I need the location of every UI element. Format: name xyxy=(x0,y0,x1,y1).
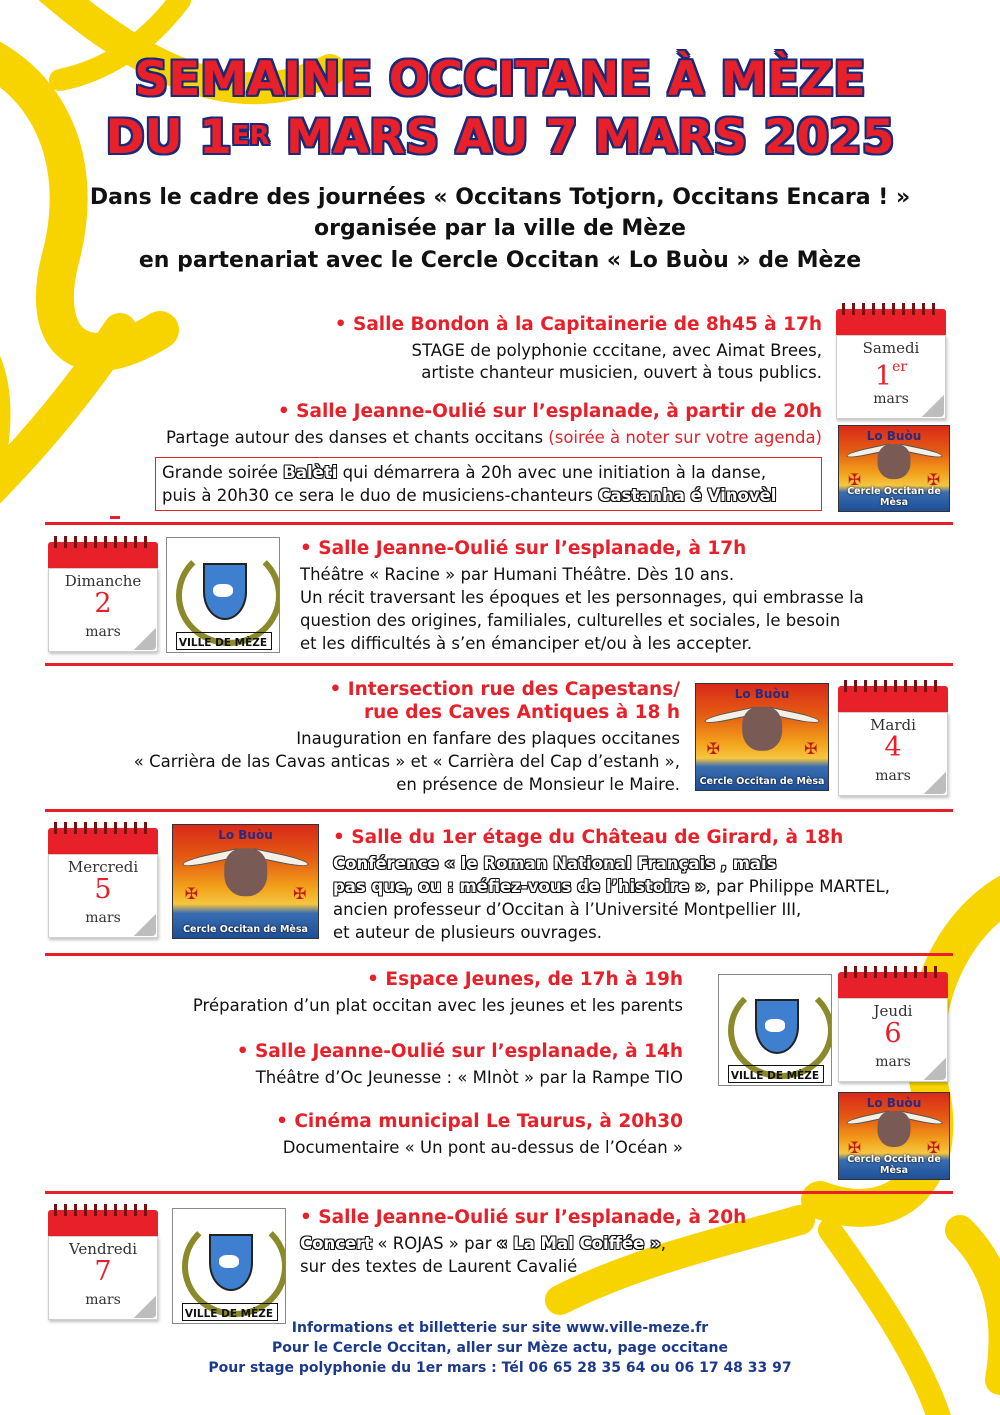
lo-buou-logo: Lo Buòu ✠ ✠ Cercle Occitan de Mèsa xyxy=(838,1092,950,1180)
ville-de-meze-logo: VILLE DE MÈZE xyxy=(166,537,280,653)
event-text: sur des textes de Laurent Cavalié xyxy=(300,1257,578,1276)
event-text: et auteur de plusieurs ouvrages. xyxy=(333,923,603,942)
calendar-day: Vendredi xyxy=(68,1240,138,1258)
calendar-date: 6 xyxy=(884,1018,902,1049)
ville-de-meze-logo: VILLE DE MÈZE xyxy=(172,1208,286,1324)
calendar-month: mars xyxy=(85,910,121,926)
lo-buou-logo: Lo Buòu ✠ ✠ Cercle Occitan de Mèsa xyxy=(838,425,950,512)
section-divider xyxy=(45,522,953,525)
title-line-2: DU 1ER MARS AU 7 MARS 2025 xyxy=(105,110,895,165)
event-location: • Espace Jeunes, de 17h à 19h xyxy=(367,969,683,990)
calendar-icon xyxy=(838,966,948,1082)
calendar-date: 2 xyxy=(94,588,112,619)
lo-buou-logo: Lo Buòu ✠ ✠ Cercle Occitan de Mèsa xyxy=(695,683,829,791)
intro-line-1: Dans le cadre des journées « Occitans Totjorn, Occitans Encara ! » xyxy=(89,185,911,210)
calendar-month: mars xyxy=(85,624,121,640)
event-text: en présence de Monsieur le Maire. xyxy=(396,775,680,794)
event-text: Théâtre d’Oc Jeunesse : « MInòt » par la Rampe TIO xyxy=(255,1068,683,1087)
event-location: • Salle Jeanne-Oulié sur l’esplanade, à partir de 20h xyxy=(277,401,822,422)
calendar-icon xyxy=(48,822,158,938)
calendar-icon xyxy=(48,536,158,652)
section-divider xyxy=(45,663,953,666)
calendar-icon xyxy=(48,1204,158,1320)
event-text: Préparation d’un plat occitan avec les jeunes et les parents xyxy=(192,996,683,1015)
divider-tick xyxy=(110,516,120,519)
event-location: • Salle du 1er étage du Château de Girard, à 18h xyxy=(333,827,844,848)
event-text: Un récit traversant les époques et les personnages, qui embrasse la xyxy=(300,588,864,607)
calendar-icon xyxy=(836,303,946,419)
event-location: • Salle Jeanne-Oulié sur l’esplanade, à 17h xyxy=(300,538,747,559)
calendar-date: 5 xyxy=(94,874,112,905)
event-location: • Cinéma municipal Le Taurus, à 20h30 xyxy=(276,1111,683,1132)
event-text: « Carrièra de las Cavas anticas » et « Carrièra del Cap d’estanh », xyxy=(133,752,680,771)
calendar-month: mars xyxy=(873,391,909,407)
calendar-icon xyxy=(838,680,948,796)
calendar-day: Dimanche xyxy=(64,572,142,590)
section-divider xyxy=(45,953,953,956)
footer-info: Pour le Cercle Occitan, aller sur Mèze actu, page occitane xyxy=(272,1340,728,1356)
lo-buou-logo: Lo Buòu ✠ ✠ Cercle Occitan de Mèsa xyxy=(172,824,319,939)
calendar-month: mars xyxy=(85,1292,121,1308)
event-text: artiste chanteur musicien, ouvert à tous publics. xyxy=(421,363,822,382)
calendar-date: 1er xyxy=(874,359,908,392)
event-highlight-box: Grande soirée Balèti qui démarrera à 20h avec une initiation à la danse, puis à 20h30 ce sera le duo de musiciens-chanteurs Castanha é Vinovèl xyxy=(155,457,822,511)
event-text: Concert « ROJAS » par « La Mal Coiffée », xyxy=(300,1234,667,1253)
event-text: Conférence « le Roman National Français , mais xyxy=(333,854,777,873)
event-location: • Salle Bondon à la Capitainerie de 8h45 à 17h xyxy=(334,314,822,335)
event-text: pas que, ou : méfiez-vous de l’histoire », par Philippe MARTEL, xyxy=(333,877,890,896)
calendar-month: mars xyxy=(875,768,911,784)
calendar-day: Mercredi xyxy=(67,858,139,876)
calendar-day: Mardi xyxy=(870,716,916,734)
event-location: • Salle Jeanne-Oulié sur l’esplanade, à 14h xyxy=(236,1041,683,1062)
event-text: Partage autour des danses et chants occitans (soirée à noter sur votre agenda) xyxy=(166,428,822,447)
event-text: question des origines, familiales, culturelles et sociales, le besoin xyxy=(300,611,841,630)
event-location: rue des Caves Antiques à 18 h xyxy=(363,702,680,723)
footer-info: Informations et billetterie sur site www.ville-meze.fr xyxy=(291,1320,709,1336)
event-location: • Intersection rue des Capestans/ xyxy=(329,679,680,700)
calendar-day: Jeudi xyxy=(873,1002,913,1020)
ville-de-meze-logo: VILLE DE MÈZE xyxy=(718,974,832,1086)
calendar-month: mars xyxy=(875,1054,911,1070)
event-text: STAGE de polyphonie cccitane, avec Aimat Brees, xyxy=(411,341,822,360)
title-line-1: SEMAINE OCCITANE À MÈZE xyxy=(134,52,866,107)
intro-line-3: en partenariat avec le Cercle Occitan « Lo Buòu » de Mèze xyxy=(138,248,862,273)
event-text: Inauguration en fanfare des plaques occitanes xyxy=(296,729,680,748)
footer-info: Pour stage polyphonie du 1er mars : Tél 06 65 28 35 64 ou 06 17 48 33 97 xyxy=(208,1360,792,1376)
section-divider xyxy=(45,809,953,812)
calendar-date: 4 xyxy=(884,732,902,763)
intro-line-2: organisée par la ville de Mèze xyxy=(314,216,686,241)
section-divider xyxy=(45,1191,953,1194)
calendar-date: 7 xyxy=(94,1256,112,1287)
event-text: Théâtre « Racine » par Humani Théâtre. Dès 10 ans. xyxy=(300,565,735,584)
event-text: Documentaire « Un pont au-dessus de l’Océan » xyxy=(282,1138,683,1157)
calendar-day: Samedi xyxy=(862,339,920,357)
event-location: • Salle Jeanne-Oulié sur l’esplanade, à 20h xyxy=(300,1207,747,1228)
event-text: et les difficultés à s’en émanciper et/ou à les accepter. xyxy=(300,634,753,653)
event-text: ancien professeur d’Occitan à l’Université Montpellier III, xyxy=(333,900,802,919)
